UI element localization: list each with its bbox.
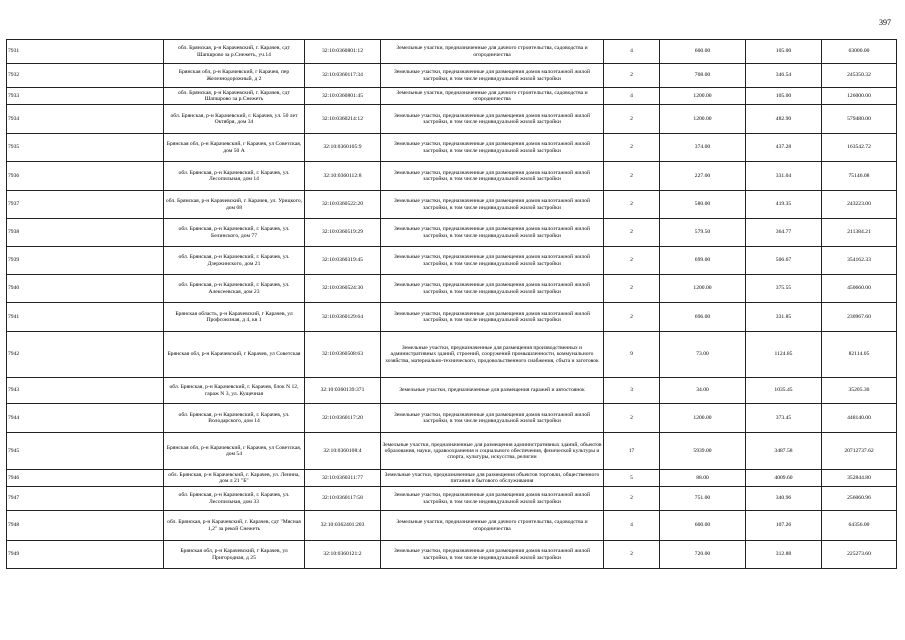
- cadastral-value-cell: 20712737.62: [822, 433, 897, 470]
- area-cell: 751.00: [660, 487, 746, 511]
- land-use-cell: Земельные участки, предназначенные для размещения домов малоэтажной жилой застройки, в том числе индивидуальной жилой застройки: [381, 275, 604, 303]
- record-number: 7941: [7, 303, 164, 332]
- land-use-cell: Земельные участки, предназначенные для размещения домов малоэтажной жилой застройки, в том числе индивидуальной жилой застройки: [381, 64, 604, 88]
- category-cell: 5: [604, 470, 660, 487]
- cadastral-number-cell: 32:10:0360311:77: [305, 470, 381, 487]
- cadastral-value-cell: 163542.72: [822, 134, 897, 162]
- cadastral-number-cell: 32:10:0360139:371: [305, 378, 381, 404]
- land-use-cell: Земельные участки, предназначенные для размещения гаражей и автостоянок: [381, 378, 604, 404]
- unit-value-cell: 373.45: [746, 404, 822, 433]
- address-cell: обл. Брянская, р-н Карачевский, г. Карачев, сдт Шапшрово за р.Снежеть: [164, 88, 305, 105]
- cadastral-number-cell: 32:10:0360519:29: [305, 219, 381, 247]
- cadastral-value-cell: 225273.60: [822, 541, 897, 569]
- area-cell: 579.50: [660, 219, 746, 247]
- cadastral-number-cell: 32:10:0360319:45: [305, 247, 381, 275]
- cadastral-value-cell: 126000.00: [822, 88, 897, 105]
- area-cell: 374.00: [660, 134, 746, 162]
- area-cell: 73.00: [660, 332, 746, 378]
- area-cell: 600.00: [660, 511, 746, 541]
- area-cell: 34.00: [660, 378, 746, 404]
- record-number: 7944: [7, 404, 164, 433]
- cadastral-value-cell: 64356.00: [822, 511, 897, 541]
- unit-value-cell: 331.85: [746, 303, 822, 332]
- page-number: 397: [879, 18, 891, 27]
- area-cell: 720.00: [660, 541, 746, 569]
- address-cell: обл. Брянская, р-н Карачевский, г. Карачев, ул. Дзержинского, дом 21: [164, 247, 305, 275]
- cadastral-number-cell: 32:10:0360214:12: [305, 105, 381, 134]
- unit-value-cell: 1124.85: [746, 332, 822, 378]
- record-number: 7939: [7, 247, 164, 275]
- cadastral-value-cell: 256060.96: [822, 487, 897, 511]
- record-number: 7937: [7, 191, 164, 219]
- address-cell: Брянская обл, р-н Карачевский, г Карачев, пер Железнодорожный, д 2: [164, 64, 305, 88]
- registry-body: [7, 40, 897, 569]
- unit-value-cell: 437.28: [746, 134, 822, 162]
- cadastral-value-cell: 82114.05: [822, 332, 897, 378]
- unit-value-cell: 482.90: [746, 105, 822, 134]
- record-number: 7948: [7, 511, 164, 541]
- address-cell: обл. Брянская, р-н Карачевский, г. Карачев, ул. Алексеевская, дом 23: [164, 275, 305, 303]
- cadastral-value-cell: 450660.00: [822, 275, 897, 303]
- land-use-cell: Земельные участки, предназначенные для размещения домов малоэтажной жилой застройки, в том числе индивидуальной жилой застройки: [381, 191, 604, 219]
- cadastral-number-cell: 32:10:0360105:9: [305, 134, 381, 162]
- unit-value-cell: 312.88: [746, 541, 822, 569]
- area-cell: 699.00: [660, 247, 746, 275]
- cadastral-value-cell: 75146.08: [822, 162, 897, 191]
- table-row: [7, 64, 897, 88]
- address-cell: Брянская обл, р-н Карачевский, г Карачев, ул Советская, дом 54: [164, 433, 305, 470]
- table-row: [7, 219, 897, 247]
- address-cell: обл. Брянская, р-н Карачевский, г. Карачев, ул. 50 лет Октября, дом 34: [164, 105, 305, 134]
- unit-value-cell: 3487.58: [746, 433, 822, 470]
- area-cell: 227.00: [660, 162, 746, 191]
- category-cell: 2: [604, 219, 660, 247]
- unit-value-cell: 1035.45: [746, 378, 822, 404]
- unit-value-cell: 105.00: [746, 40, 822, 64]
- land-use-cell: Земельные участки, предназначенные для размещения домов малоэтажной жилой застройки, в том числе индивидуальной жилой застройки: [381, 162, 604, 191]
- cadastral-value-cell: 448140.00: [822, 404, 897, 433]
- record-number: 7949: [7, 541, 164, 569]
- record-number: 7936: [7, 162, 164, 191]
- land-registry-table: [6, 39, 897, 569]
- cadastral-number-cell: 32:10:0360112:8: [305, 162, 381, 191]
- category-cell: 2: [604, 247, 660, 275]
- cadastral-number-cell: 32:10:0360522:20: [305, 191, 381, 219]
- land-use-cell: Земельные участки, предназначенные для размещения домов малоэтажной жилой застройки, в том числе индивидуальной жилой застройки: [381, 105, 604, 134]
- record-number: 7943: [7, 378, 164, 404]
- cadastral-number-cell: 32:10:0360129:64: [305, 303, 381, 332]
- cadastral-value-cell: 245350.32: [822, 64, 897, 88]
- table-row: [7, 470, 897, 487]
- record-number: 7945: [7, 433, 164, 470]
- area-cell: 1200.00: [660, 88, 746, 105]
- land-use-cell: Земельные участки, предназначенные для размещения производственных и административных зданий, строений, сооружений промышленности, коммунального хозяйства, материально-технического, продовольственного снабжения, сбыта и заготовок: [381, 332, 604, 378]
- table-row: [7, 487, 897, 511]
- table-row: [7, 541, 897, 569]
- land-use-cell: Земельные участки, предназначенные для размещения домов малоэтажной жилой застройки, в том числе индивидуальной жилой застройки: [381, 404, 604, 433]
- area-cell: 696.00: [660, 303, 746, 332]
- unit-value-cell: 331.04: [746, 162, 822, 191]
- area-cell: 600.00: [660, 40, 746, 64]
- category-cell: 2: [604, 487, 660, 511]
- area-cell: 1200.00: [660, 404, 746, 433]
- table-row: [7, 378, 897, 404]
- category-cell: 2: [604, 404, 660, 433]
- cadastral-number-cell: 32:10:0360524:30: [305, 275, 381, 303]
- record-number: 7934: [7, 105, 164, 134]
- record-number: 7947: [7, 487, 164, 511]
- cadastral-value-cell: 354162.33: [822, 247, 897, 275]
- land-use-cell: Земельные участки, предназначенные для размещения домов малоэтажной жилой застройки, в том числе индивидуальной жилой застройки: [381, 247, 604, 275]
- land-use-cell: Земельные участки, предназначенные для размещения административных зданий, объектов образования, науки, здравоохранения и социального обеспечения, физической культуры и спорта, культуры, искусства, религии: [381, 433, 604, 470]
- address-cell: Брянская обл, р-н Карачевский, г Карачев, ул Советская: [164, 332, 305, 378]
- table-row: [7, 162, 897, 191]
- cadastral-value-cell: 35205.30: [822, 378, 897, 404]
- cadastral-number-cell: 32:10:0360121:2: [305, 541, 381, 569]
- address-cell: обл. Брянская, р-н Карачевский, г. Карачев, блок N 12, гараж N 3, ул. Кущечная: [164, 378, 305, 404]
- cadastral-number-cell: 32:10:0360117:34: [305, 64, 381, 88]
- address-cell: обл. Брянская, р-н Карачевский, г. Карачев, ул. Лесопильная, дом 14: [164, 162, 305, 191]
- record-number: 7932: [7, 64, 164, 88]
- table-row: [7, 247, 897, 275]
- cadastral-number-cell: 32:10:0360508:63: [305, 332, 381, 378]
- address-cell: обл. Брянская, р-н Карачевский, г. Карачев, сдт Шапшрово за р.Снежеть, уч.14: [164, 40, 305, 64]
- unit-value-cell: 364.77: [746, 219, 822, 247]
- table-row: [7, 303, 897, 332]
- unit-value-cell: 419.35: [746, 191, 822, 219]
- table-row: [7, 332, 897, 378]
- cadastral-number-cell: 32:10:0360801:45: [305, 88, 381, 105]
- cadastral-value-cell: 211384.21: [822, 219, 897, 247]
- category-cell: 2: [604, 541, 660, 569]
- unit-value-cell: 107.26: [746, 511, 822, 541]
- record-number: 7942: [7, 332, 164, 378]
- table-row: [7, 134, 897, 162]
- land-use-cell: Земельные участки, предназначенные для дачного строительства, садоводства и огородничества: [381, 40, 604, 64]
- area-cell: 580.00: [660, 191, 746, 219]
- address-cell: Брянская обл, р-н Карачевский, г Карачев, ул Советская, дом 50 А: [164, 134, 305, 162]
- cadastral-value-cell: 243223.00: [822, 191, 897, 219]
- category-cell: 2: [604, 105, 660, 134]
- record-number: 7935: [7, 134, 164, 162]
- unit-value-cell: 346.54: [746, 64, 822, 88]
- table-row: [7, 191, 897, 219]
- area-cell: 1200.00: [660, 105, 746, 134]
- cadastral-number-cell: 32:10:0360108:4: [305, 433, 381, 470]
- unit-value-cell: 4009.60: [746, 470, 822, 487]
- category-cell: 2: [604, 64, 660, 88]
- table-row: [7, 433, 897, 470]
- category-cell: 3: [604, 378, 660, 404]
- category-cell: 4: [604, 511, 660, 541]
- category-cell: 2: [604, 162, 660, 191]
- unit-value-cell: 375.55: [746, 275, 822, 303]
- land-use-cell: Земельные участки, предназначенные для размещения домов малоэтажной жилой застройки, в том числе индивидуальной жилой застройки: [381, 541, 604, 569]
- table-row: [7, 404, 897, 433]
- address-cell: обл. Брянская, р-н Карачевский, г. Карачев, ул. Белинского, дом 77: [164, 219, 305, 247]
- record-number: 7940: [7, 275, 164, 303]
- land-use-cell: Земельные участки, предназначенные для дачного строительства, садоводства и огородничества: [381, 511, 604, 541]
- unit-value-cell: 340.96: [746, 487, 822, 511]
- cadastral-number-cell: 32:10:0362401:203: [305, 511, 381, 541]
- area-cell: 1200.00: [660, 275, 746, 303]
- land-use-cell: Земельные участки, предназначенные для дачного строительства, садоводства и огородничества: [381, 88, 604, 105]
- record-number: 7946: [7, 470, 164, 487]
- address-cell: Брянская область, р-н Карачевский, г Карачев, ул Профсоюзная, д 4, кв 1: [164, 303, 305, 332]
- land-use-cell: Земельные участки, предназначенные для размещения домов малоэтажной жилой застройки, в том числе индивидуальной жилой застройки: [381, 487, 604, 511]
- cadastral-value-cell: 230967.60: [822, 303, 897, 332]
- record-number: 7931: [7, 40, 164, 64]
- category-cell: 4: [604, 88, 660, 105]
- address-cell: обл. Брянская, р-н Карачевский, г. Карачев, сдт "Мясная 1,2" за рекой Снежеть: [164, 511, 305, 541]
- area-cell: 708.00: [660, 64, 746, 88]
- category-cell: 17: [604, 433, 660, 470]
- address-cell: обл. Брянская, р-н Карачевский, г. Карачев, ул. Ленина, дом л 21 "Б": [164, 470, 305, 487]
- cadastral-value-cell: 63000.00: [822, 40, 897, 64]
- cadastral-number-cell: 32:10:0360801:12: [305, 40, 381, 64]
- area-cell: 5939.00: [660, 433, 746, 470]
- land-use-cell: Земельные участки, предназначенные для размещения домов малоэтажной жилой застройки, в том числе индивидуальной жилой застройки: [381, 134, 604, 162]
- category-cell: 2: [604, 191, 660, 219]
- address-cell: обл. Брянская, р-н Карачевский, г. Карачев, ул. Володарского, дом 14: [164, 404, 305, 433]
- cadastral-value-cell: 579480.00: [822, 105, 897, 134]
- address-cell: обл. Брянская, р-н Карачевский, г. Карачев, ул. Лесопильная, дом 33: [164, 487, 305, 511]
- record-number: 7933: [7, 88, 164, 105]
- table-row: [7, 511, 897, 541]
- table-row: [7, 105, 897, 134]
- area-cell: 88.00: [660, 470, 746, 487]
- land-use-cell: Земельные участки, предназначенные для размещения домов малоэтажной жилой застройки, в том числе индивидуальной жилой застройки: [381, 303, 604, 332]
- cadastral-number-cell: 32:10:0360117:20: [305, 404, 381, 433]
- table-row: [7, 40, 897, 64]
- unit-value-cell: 105.00: [746, 88, 822, 105]
- table-row: [7, 88, 897, 105]
- address-cell: Брянская обл, р-н Карачевский, г Карачев, ул Пригородная, д 25: [164, 541, 305, 569]
- category-cell: 2: [604, 134, 660, 162]
- address-cell: обл. Брянская, р-н Карачевский, г. Карачев, ул. Урицкого, дом 68: [164, 191, 305, 219]
- category-cell: 2: [604, 275, 660, 303]
- table-row: [7, 275, 897, 303]
- cadastral-value-cell: 352844.80: [822, 470, 897, 487]
- land-use-cell: Земельные участки, предназначенные для размещения домов малоэтажной жилой застройки, в том числе индивидуальной жилой застройки: [381, 219, 604, 247]
- category-cell: 9: [604, 332, 660, 378]
- record-number: 7938: [7, 219, 164, 247]
- category-cell: 4: [604, 40, 660, 64]
- land-use-cell: Земельные участки, предназначенные для размещения объектов торговли, общественного питания и бытового обслуживания: [381, 470, 604, 487]
- unit-value-cell: 506.67: [746, 247, 822, 275]
- category-cell: 2: [604, 303, 660, 332]
- cadastral-number-cell: 32:10:0360117:58: [305, 487, 381, 511]
